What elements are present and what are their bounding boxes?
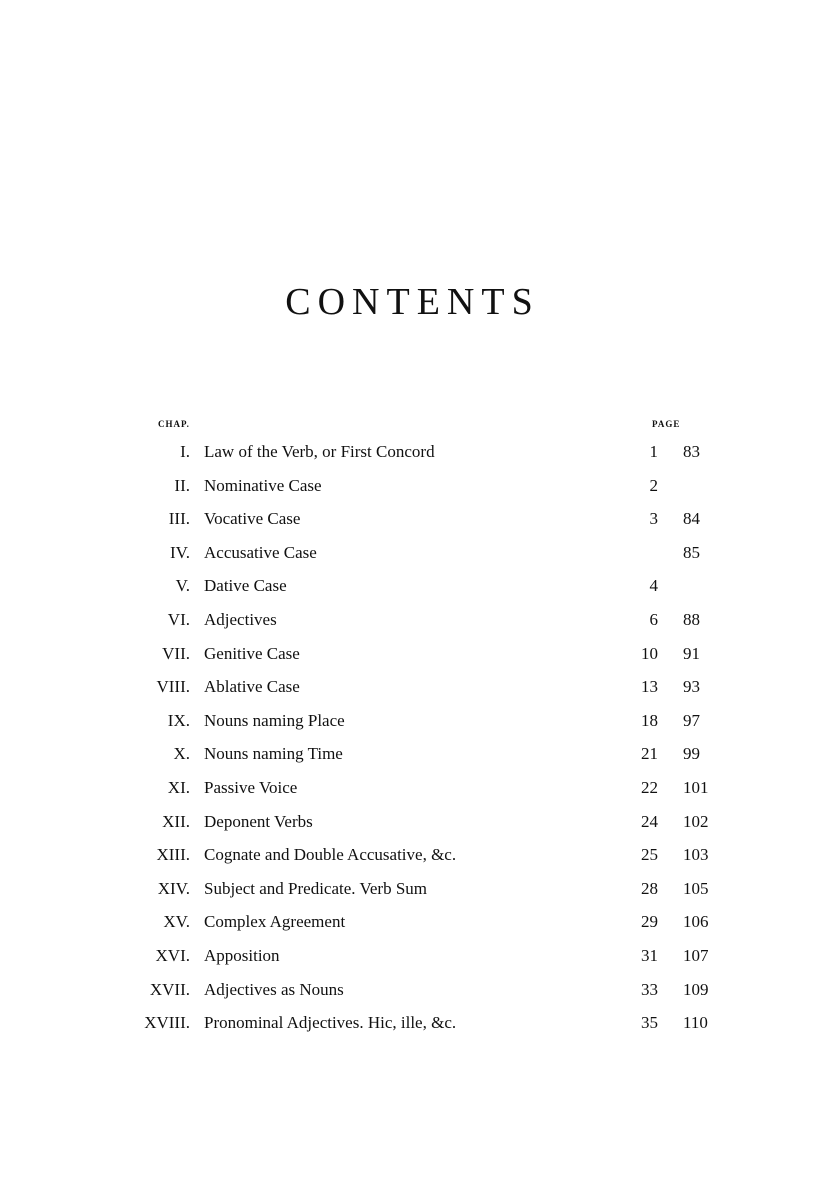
- chapter-number: V.: [175, 576, 190, 596]
- page-ref-secondary: 83: [683, 442, 700, 461]
- page-ref-secondary: 99: [683, 744, 700, 764]
- contents-row: [0, 974, 840, 1008]
- chapter-title: Nouns naming Place: [204, 710, 345, 730]
- chapter-title: Adjectives: [204, 609, 277, 629]
- page-ref-primary: 1: [649, 442, 658, 461]
- chapter-title: Pronominal Adjectives. Hic, ille, &c.: [204, 1013, 457, 1033]
- contents-row: [0, 503, 840, 537]
- chapter-number: XII.: [162, 811, 190, 831]
- chapter-number: IV.: [170, 542, 190, 562]
- chapter-title: Nouns naming Time: [204, 744, 343, 764]
- contents-row: [0, 671, 840, 705]
- page-ref-secondary: 101: [683, 777, 709, 797]
- chapter-number: I.: [180, 442, 190, 461]
- page-ref-secondary: 106: [683, 912, 709, 932]
- contents-row: [0, 638, 840, 672]
- page-ref-primary: 18: [641, 710, 658, 730]
- page-ref-secondary: 93: [683, 677, 700, 697]
- page-ref-secondary: 109: [683, 979, 709, 999]
- page-ref-primary: 6: [649, 609, 658, 629]
- page-ref-secondary: 110: [683, 1013, 708, 1033]
- chapter-number: XI.: [167, 777, 190, 797]
- chapter-title: Cognate and Double Accusative, &c.: [204, 845, 457, 865]
- chapter-column-header: CHAP.: [158, 419, 190, 429]
- contents-row: [0, 537, 840, 571]
- page-title: CONTENTS: [285, 281, 540, 323]
- page-ref-secondary: 88: [683, 609, 700, 629]
- contents-row: [0, 436, 840, 470]
- chapter-title: Subject and Predicate. Verb Sum: [204, 878, 428, 898]
- chapter-title: Passive Voice: [204, 777, 298, 797]
- contents-row: [0, 705, 840, 739]
- page-ref-secondary: 84: [683, 509, 700, 529]
- page-ref-secondary: 97: [683, 710, 700, 730]
- page-ref-secondary: 105: [683, 878, 709, 898]
- contents-row: [0, 738, 840, 772]
- chapter-title: Nominative Case: [204, 475, 322, 495]
- page-ref-secondary: 102: [683, 811, 709, 831]
- contents-row: [0, 906, 840, 940]
- chapter-title: Dative Case: [204, 576, 287, 596]
- page-ref-primary: 24: [641, 811, 658, 831]
- page-ref-primary: 10: [641, 643, 658, 663]
- chapter-title: Accusative Case: [204, 542, 317, 562]
- page-ref-secondary: 91: [683, 643, 700, 663]
- page-ref-primary: 25: [641, 845, 658, 865]
- chapter-number: XIII.: [156, 845, 190, 865]
- contents-row: [0, 940, 840, 974]
- chapter-number: VI.: [167, 609, 190, 629]
- page-ref-primary: 35: [641, 1013, 658, 1033]
- page-ref-primary: 28: [641, 878, 658, 898]
- chapter-number: XVII.: [149, 979, 190, 999]
- contents-row: [0, 873, 840, 907]
- chapter-number: IX.: [167, 710, 190, 730]
- contents-row: [0, 604, 840, 638]
- contents-row: [0, 1007, 840, 1041]
- chapter-number: XVIII.: [144, 1013, 190, 1033]
- chapter-title: Genitive Case: [204, 643, 300, 663]
- contents-row: [0, 839, 840, 873]
- chapter-number: III.: [168, 509, 190, 529]
- chapter-title: Deponent Verbs: [204, 811, 313, 831]
- page-ref-primary: 31: [641, 945, 658, 965]
- chapter-number: II.: [174, 475, 190, 495]
- page-ref-primary: 29: [641, 912, 658, 932]
- chapter-number: X.: [173, 744, 190, 764]
- page-ref-primary: 21: [641, 744, 658, 764]
- contents-row: [0, 570, 840, 604]
- contents-list: [0, 436, 840, 1041]
- page-ref-secondary: 107: [683, 945, 709, 965]
- contents-row: [0, 772, 840, 806]
- chapter-title: Apposition: [204, 945, 280, 965]
- chapter-title: Law of the Verb, or First Concord: [204, 442, 435, 461]
- chapter-title: Adjectives as Nouns: [204, 979, 344, 999]
- chapter-number: VII.: [162, 643, 190, 663]
- chapter-number: XV.: [163, 912, 190, 932]
- chapter-number: VIII.: [156, 677, 190, 697]
- chapter-title: Ablative Case: [204, 677, 300, 697]
- page-ref-primary: 4: [649, 576, 658, 596]
- chapter-number: XIV.: [157, 878, 190, 898]
- chapter-number: XVI.: [155, 945, 190, 965]
- page-ref-primary: 13: [641, 677, 658, 697]
- page-ref-secondary: 85: [683, 542, 700, 562]
- page-column-header: PAGE: [652, 419, 681, 429]
- page-ref-primary: 33: [641, 979, 658, 999]
- page-ref-primary: 22: [641, 777, 658, 797]
- contents-row: [0, 470, 840, 504]
- page-ref-secondary: 103: [683, 845, 709, 865]
- page-ref-primary: 3: [649, 509, 658, 529]
- chapter-title: Vocative Case: [204, 509, 301, 529]
- chapter-title: Complex Agreement: [204, 912, 346, 932]
- page-ref-primary: 2: [649, 475, 658, 495]
- contents-row: [0, 806, 840, 840]
